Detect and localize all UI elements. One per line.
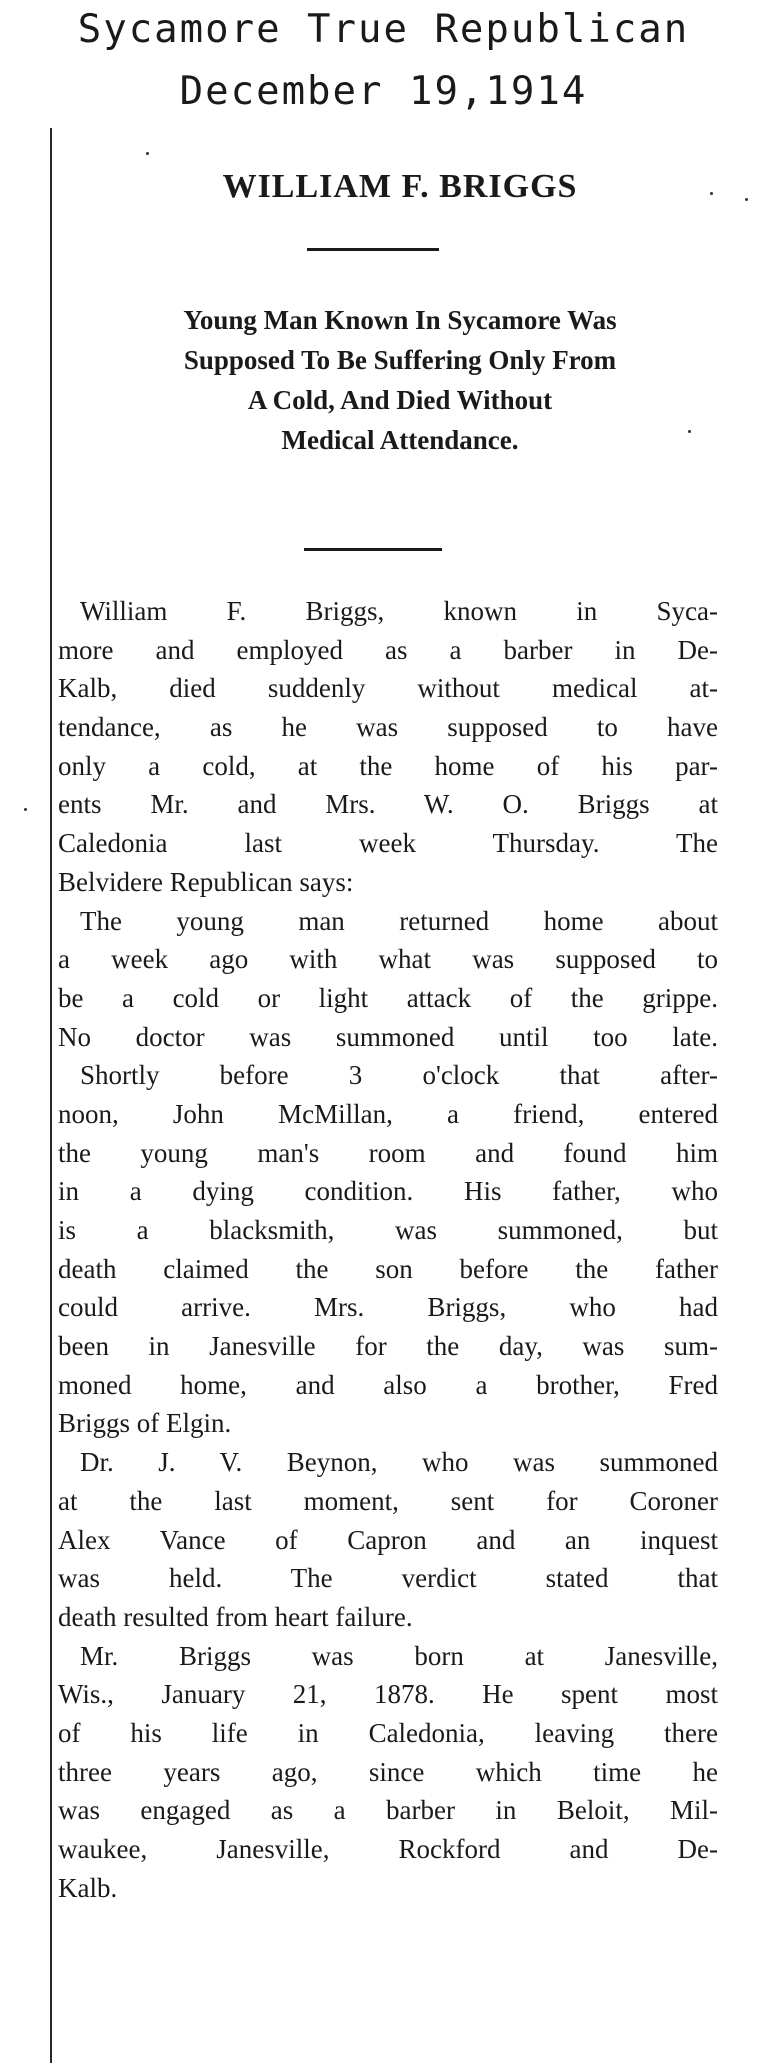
scan-speck [688, 430, 691, 433]
body-line: at the last moment, sent for Coroner [58, 1485, 718, 1516]
body-line: was engaged as a barber in Beloit, Mil- [58, 1795, 718, 1826]
deck-line: Medical Attendance. [281, 425, 519, 455]
body-line: Shortly before 3 o'clock that after- [80, 1060, 718, 1091]
scan-speck [745, 198, 748, 201]
headline-divider [307, 248, 439, 251]
body-line: Kalb, died suddenly without medical at- [58, 673, 718, 704]
body-line: death claimed the son before the father [58, 1253, 718, 1284]
body-line: Wis., January 21, 1878. He spent most [58, 1679, 718, 1710]
body-line: No doctor was summoned until too late. [58, 1021, 718, 1052]
body-line: only a cold, at the home of his par- [58, 750, 718, 781]
article-headline: WILLIAM F. BRIGGS [222, 168, 578, 205]
body-line: a week ago with what was supposed to [58, 944, 718, 975]
article-body [58, 592, 718, 1907]
body-line: is a blacksmith, was summoned, but [58, 1215, 718, 1245]
deck-line: Supposed To Be Suffering Only From [183, 345, 617, 375]
body-line: the young man's room and found him [58, 1137, 718, 1168]
body-line: death resulted from heart failure. [58, 1601, 413, 1632]
body-line: Kalb. [58, 1872, 118, 1903]
body-line: Dr. J. V. Beynon, who was summoned [80, 1447, 718, 1478]
column-rule [50, 128, 52, 2063]
newspaper-title: Sycamore True Republican [77, 7, 690, 52]
article-deck [60, 300, 740, 460]
body-line: waukee, Janesville, Rockford and De- [58, 1834, 718, 1864]
body-line: of his life in Caledonia, leaving there [58, 1717, 718, 1748]
body-line: more and employed as a barber in De- [58, 634, 718, 665]
body-line: be a cold or light attack of the grippe. [58, 982, 718, 1013]
deck-divider [304, 548, 442, 551]
body-line: Caledonia last week Thursday. The [58, 828, 718, 859]
body-line: could arrive. Mrs. Briggs, who had [58, 1292, 718, 1323]
body-line: Belvidere Republican says: [58, 866, 354, 897]
body-line: was held. The verdict stated that [58, 1563, 718, 1594]
body-line: William F. Briggs, known in Syca- [80, 596, 718, 626]
body-line: moned home, and also a brother, Fred [58, 1369, 718, 1400]
body-line: noon, John McMillan, a friend, entered [58, 1098, 718, 1129]
body-line: tendance, as he was supposed to have [58, 712, 718, 743]
publication-date: December 19,1914 [179, 69, 588, 114]
deck-line: A Cold, And Died Without [247, 385, 553, 415]
body-line: ents Mr. and Mrs. W. O. Briggs at [58, 789, 718, 820]
body-line: in a dying condition. His father, who [58, 1176, 718, 1207]
body-line: The young man returned home about [80, 905, 718, 936]
deck-line: Young Man Known In Sycamore Was [183, 305, 617, 335]
body-line: Mr. Briggs was born at Janesville, [80, 1640, 718, 1671]
body-line: three years ago, since which time he [58, 1756, 718, 1787]
scan-speck [710, 192, 713, 195]
scan-speck [24, 808, 27, 811]
scan-speck [146, 152, 149, 155]
body-line: Briggs of Elgin. [58, 1408, 232, 1439]
body-line: Alex Vance of Capron and an inquest [58, 1524, 718, 1555]
body-line: been in Janesville for the day, was sum- [58, 1331, 718, 1362]
